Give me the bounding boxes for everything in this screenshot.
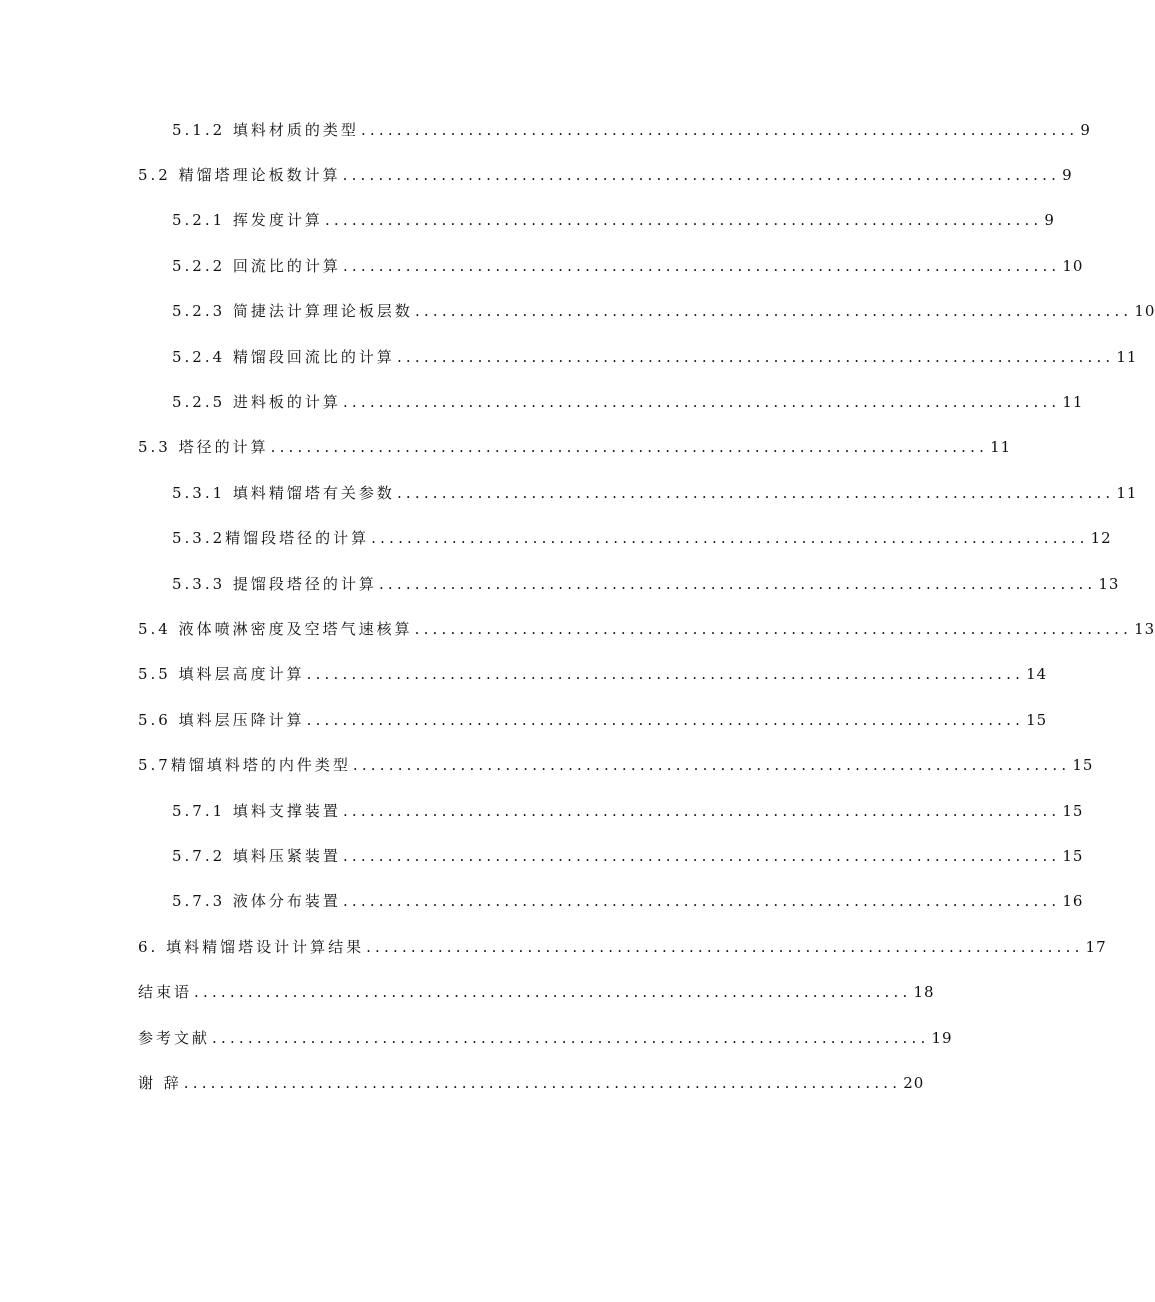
- toc-entry-title: 5.2 精馏塔理论板数计算: [138, 166, 341, 184]
- toc-entry-title: 5.3.2精馏段塔径的计算: [172, 529, 370, 547]
- toc-entry-title: 5.1.2 填料材质的类型: [172, 121, 359, 139]
- toc-entry[interactable]: [172, 526, 1112, 550]
- toc-entry[interactable]: [172, 254, 1084, 278]
- toc-entry-title: 6. 填料精馏塔设计计算结果: [138, 938, 365, 956]
- toc-entry[interactable]: [138, 753, 1094, 777]
- toc-entry-title: 5.3.1 填料精馏塔有关参数: [172, 484, 395, 502]
- toc-page-number: 12: [1090, 529, 1112, 547]
- toc-entry-title: 5.3 塔径的计算: [138, 438, 269, 456]
- toc-page-number: 15: [1026, 711, 1048, 729]
- toc-page-number: 10: [1062, 257, 1084, 275]
- toc-page-number: 14: [1026, 665, 1048, 683]
- toc-entry[interactable]: [138, 435, 1012, 459]
- toc-page-number: 19: [931, 1029, 953, 1047]
- toc-page-number: 16: [1062, 892, 1084, 910]
- toc-page-number: 9: [1044, 211, 1055, 229]
- toc-entry-title: 5.7精馏填料塔的内件类型: [138, 756, 351, 774]
- toc-entry-title: 5.7.2 填料压紧装置: [172, 847, 341, 865]
- toc-entry-title: 5.2.5 进料板的计算: [172, 393, 341, 411]
- toc-entry[interactable]: [172, 481, 1138, 505]
- toc-page-number: 9: [1080, 121, 1091, 139]
- toc-page-number: 18: [913, 983, 935, 1001]
- toc-entry-title: 5.7.3 液体分布装置: [172, 892, 341, 910]
- toc-entry-title: 谢 辞: [138, 1074, 182, 1092]
- toc-page-number: 13: [1134, 620, 1155, 638]
- toc-page-number: 15: [1072, 756, 1094, 774]
- toc-entry-title: 参考文献: [138, 1029, 211, 1047]
- toc-leader-dots: ................................................................................: [352, 756, 1071, 774]
- toc-entry[interactable]: [138, 1026, 953, 1050]
- toc-leader-dots: ................................................................................: [183, 1074, 902, 1092]
- toc-leader-dots: ................................................................................: [378, 575, 1097, 593]
- toc-entry-title: 5.4 液体喷淋密度及空塔气速核算: [138, 620, 413, 638]
- toc-page-number: 10: [1134, 302, 1155, 320]
- toc-leader-dots: ................................................................................: [414, 620, 1133, 638]
- toc-page-number: 9: [1062, 166, 1073, 184]
- toc-page-number: 17: [1085, 938, 1107, 956]
- toc-page-number: 13: [1098, 575, 1120, 593]
- toc-leader-dots: ................................................................................: [342, 802, 1061, 820]
- toc-leader-dots: ................................................................................: [342, 892, 1061, 910]
- toc-page-number: 20: [903, 1074, 925, 1092]
- toc-leader-dots: ................................................................................: [342, 393, 1061, 411]
- toc-leader-dots: ................................................................................: [306, 711, 1025, 729]
- toc-entry[interactable]: [172, 118, 1091, 142]
- toc-entry-title: 5.3.3 提馏段塔径的计算: [172, 575, 377, 593]
- toc-leader-dots: ................................................................................: [396, 484, 1115, 502]
- toc-page-number: 11: [1116, 484, 1138, 502]
- toc-entry[interactable]: [172, 299, 1155, 323]
- toc-page-number: 11: [1116, 348, 1138, 366]
- toc-leader-dots: ................................................................................: [342, 847, 1061, 865]
- toc-leader-dots: ................................................................................: [396, 348, 1115, 366]
- toc-leader-dots: ................................................................................: [324, 211, 1043, 229]
- toc-entry[interactable]: [138, 662, 1048, 686]
- toc-entry-title: 结束语: [138, 983, 193, 1001]
- toc-leader-dots: ................................................................................: [366, 938, 1084, 956]
- toc-entry-title: 5.2.2 回流比的计算: [172, 257, 341, 275]
- toc-entry[interactable]: [172, 208, 1055, 232]
- toc-entry[interactable]: [138, 617, 1155, 641]
- toc-entry[interactable]: [138, 980, 935, 1004]
- toc-leader-dots: ................................................................................: [342, 166, 1061, 184]
- toc-entry[interactable]: [172, 799, 1084, 823]
- toc-entry-title: 5.7.1 填料支撑装置: [172, 802, 341, 820]
- toc-entry[interactable]: [138, 935, 1107, 959]
- toc-page-number: 15: [1062, 847, 1084, 865]
- toc-entry-title: 5.5 填料层高度计算: [138, 665, 305, 683]
- toc-entry[interactable]: [172, 889, 1084, 913]
- toc-leader-dots: ................................................................................: [414, 302, 1133, 320]
- toc-entry[interactable]: [172, 390, 1084, 414]
- toc-leader-dots: ................................................................................: [360, 121, 1079, 139]
- toc-entry[interactable]: [172, 572, 1120, 596]
- toc-entry[interactable]: [138, 708, 1048, 732]
- toc-entry-title: 5.2.1 挥发度计算: [172, 211, 323, 229]
- toc-entry-title: 5.2.3 简捷法计算理论板层数: [172, 302, 413, 320]
- toc-leader-dots: ................................................................................: [194, 983, 912, 1001]
- toc-page-number: 15: [1062, 802, 1084, 820]
- toc-entry[interactable]: [138, 1071, 925, 1095]
- toc-page-number: 11: [1062, 393, 1084, 411]
- toc-leader-dots: ................................................................................: [270, 438, 989, 456]
- toc-entry-title: 5.2.4 精馏段回流比的计算: [172, 348, 395, 366]
- toc-leader-dots: ................................................................................: [306, 665, 1025, 683]
- toc-leader-dots: ................................................................................: [371, 529, 1089, 547]
- toc-entry[interactable]: [172, 345, 1138, 369]
- toc-entry[interactable]: [172, 844, 1084, 868]
- toc-entry-title: 5.6 填料层压降计算: [138, 711, 305, 729]
- toc-leader-dots: ................................................................................: [342, 257, 1061, 275]
- toc-leader-dots: ................................................................................: [212, 1029, 930, 1047]
- toc-entry[interactable]: [138, 163, 1073, 187]
- toc-page-number: 11: [990, 438, 1012, 456]
